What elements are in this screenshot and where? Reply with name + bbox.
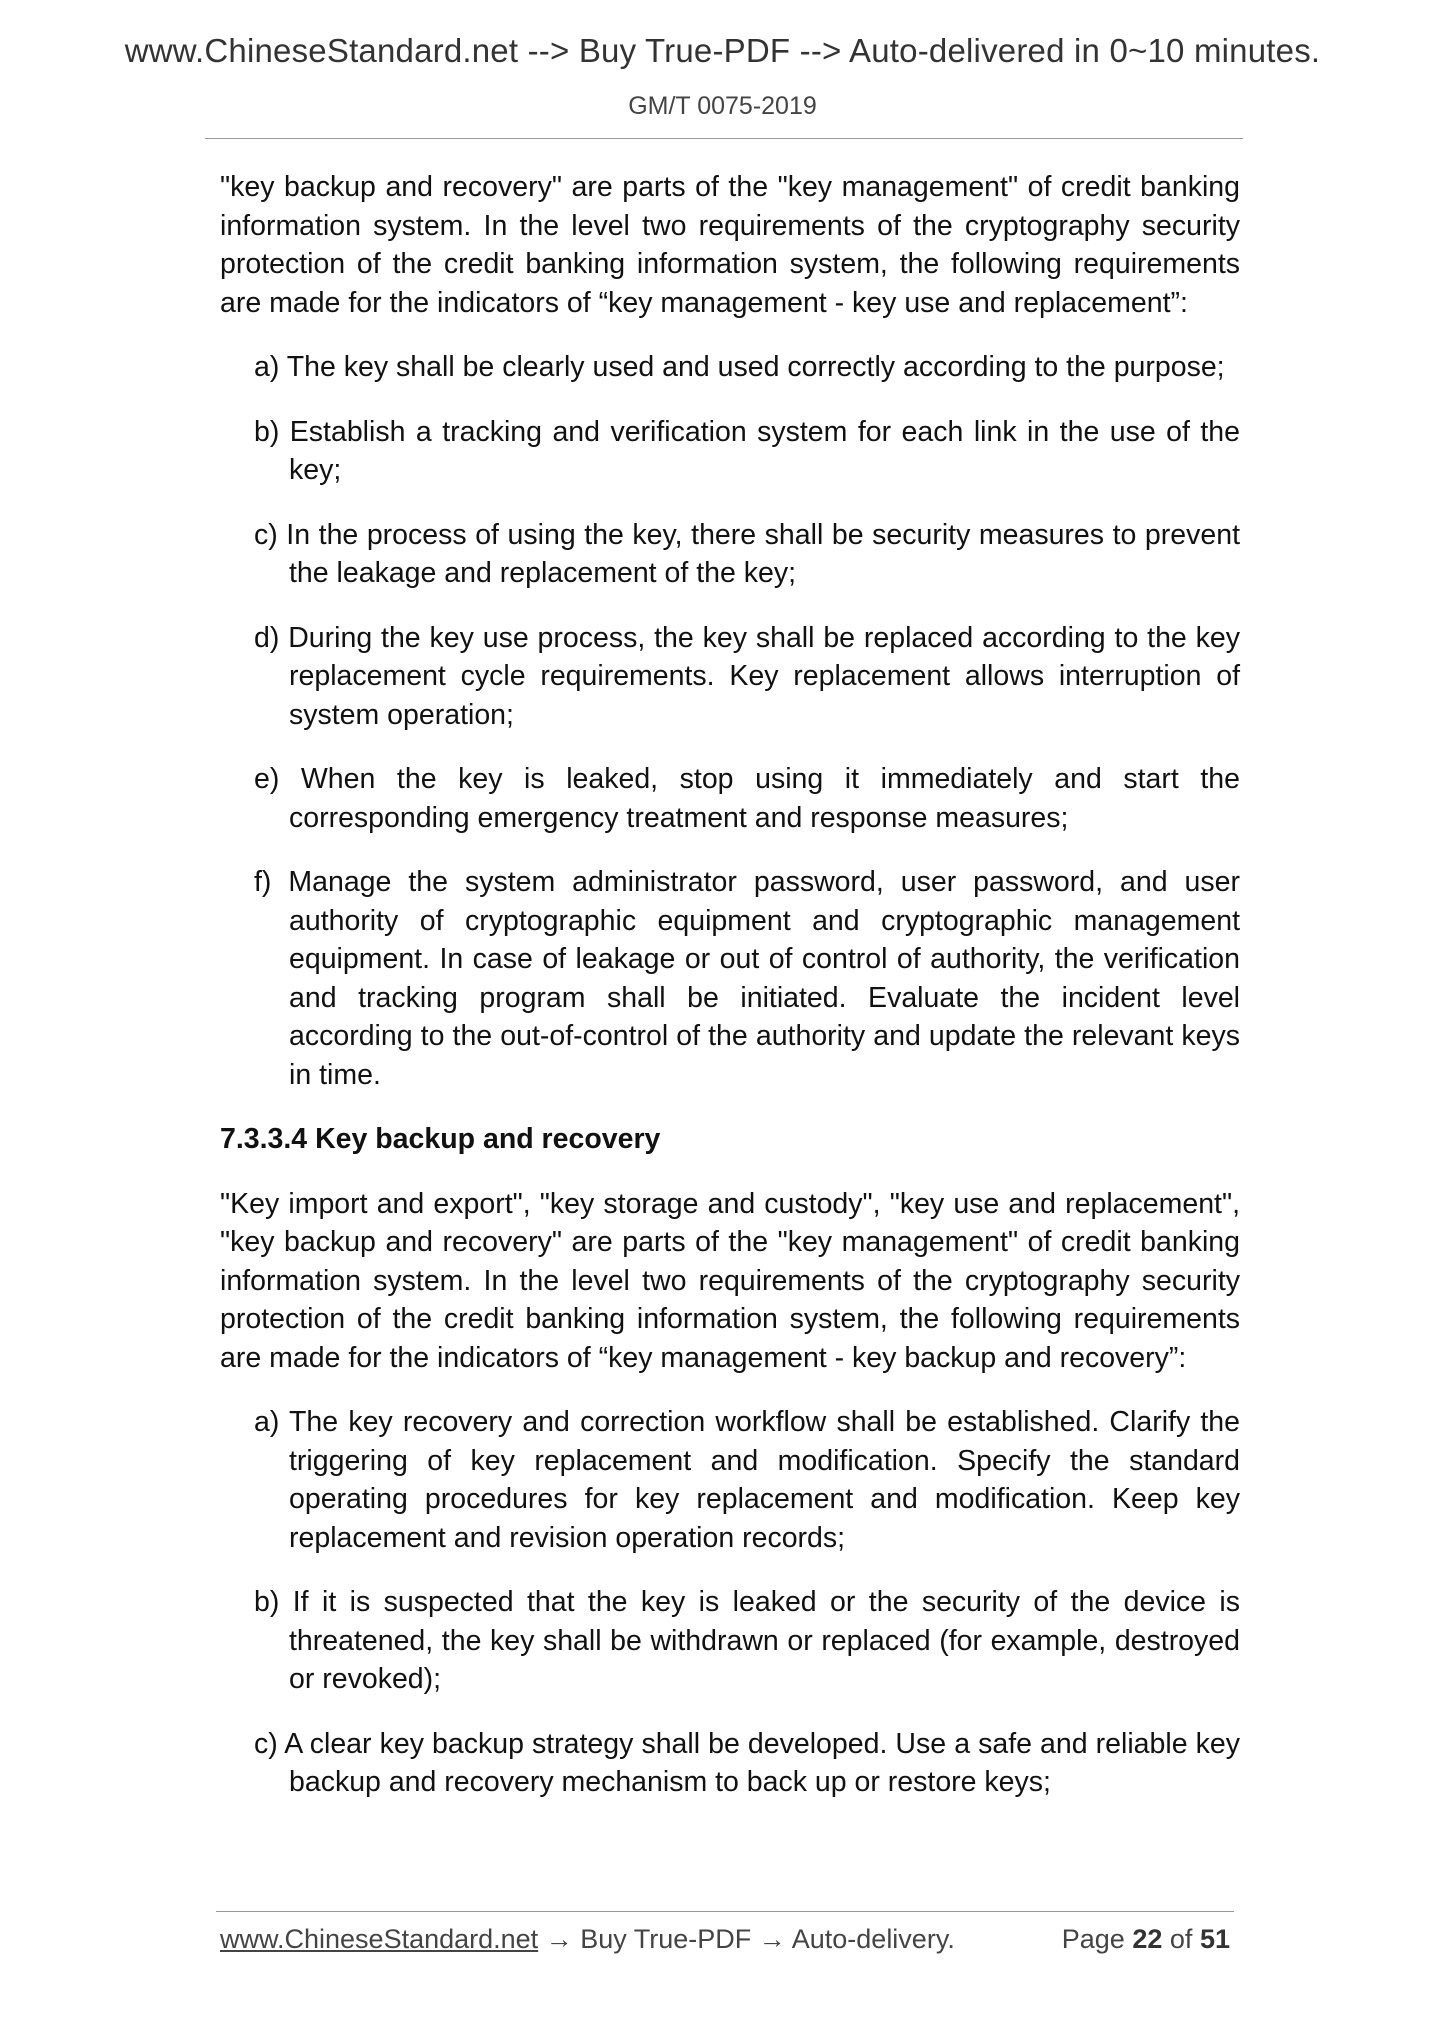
page-indicator	[1062, 1924, 1230, 1955]
footer-left	[220, 1924, 955, 1955]
list-item: a) The key recovery and correction workflow shall be established. Clarify the triggering of key replacement and modification. Specify the standard operating procedures for key replacement and modification. Keep key replacement and revision operation records;	[254, 1406, 1240, 1554]
footer-divider	[216, 1911, 1234, 1912]
total-pages: 51	[1199, 1924, 1230, 1954]
page-label: Page	[1061, 1924, 1125, 1954]
list-item: d) During the key use process, the key shall be replaced according to the key replacement cycle requirements. Key replacement allows interruption of system operation;	[254, 621, 1240, 731]
page-number: 22	[1132, 1924, 1163, 1954]
list-item: b) If it is suspected that the key is leaked or the security of the device is threatened, the key shall be withdrawn or replaced (for example, destroyed or revoked);	[254, 1586, 1240, 1695]
list-item: f) Manage the system administrator password, user password, and user authority of cryptographic equipment and cryptographic management equipment. In case of leakage or out of control of authority, the verification and tracking program shall be initiated. Evaluate the incident level according to the out-of-control of the authority and update the relevant keys in time.	[254, 866, 1240, 1091]
section-paragraph: "Key import and export", "key storage and custody", "key use and replacement", "key backup and recovery" are parts of the "key management" of credit banking information system. In the level two requirements of the cryptography security protection of the credit banking information system, the following requirements are made for the indicators of “key management - key backup and recovery”:	[220, 1187, 1240, 1374]
of-label: of	[1169, 1924, 1193, 1954]
list-item: c) A clear key backup strategy shall be developed. Use a safe and reliable key backup and recovery mechanism to back up or restore keys;	[254, 1727, 1240, 1798]
header-divider	[205, 138, 1243, 139]
document-body	[220, 168, 1240, 1828]
footer-tagline: → Buy True-PDF → Auto-delivery.	[538, 1924, 955, 1954]
standard-code: GM/T 0075-2019	[628, 92, 817, 120]
intro-paragraph: "key backup and recovery" are parts of the "key management" of credit banking information system. In the level two requirements of the cryptography security protection of the credit banking information system, the following requirements are made for the indicators of “key management - key use and replacement”:	[220, 171, 1240, 319]
list-item: c) In the process of using the key, there shall be security measures to prevent the leakage and replacement of the key;	[254, 518, 1240, 589]
list-item: b) Establish a tracking and verification system for each link in the use of the key;	[254, 415, 1240, 486]
list-item: e) When the key is leaked, stop using it immediately and start the corresponding emergency treatment and response measures;	[254, 763, 1240, 834]
site-banner: www.ChineseStandard.net --> Buy True-PDF --> Auto-delivered in 0~10 minutes.	[124, 32, 1321, 69]
section-heading: 7.3.3.4 Key backup and recovery	[220, 1123, 661, 1155]
list-item: a) The key shall be clearly used and used correctly according to the purpose;	[254, 351, 1225, 383]
footer-site-link[interactable]: www.ChineseStandard.net	[220, 1924, 539, 1954]
